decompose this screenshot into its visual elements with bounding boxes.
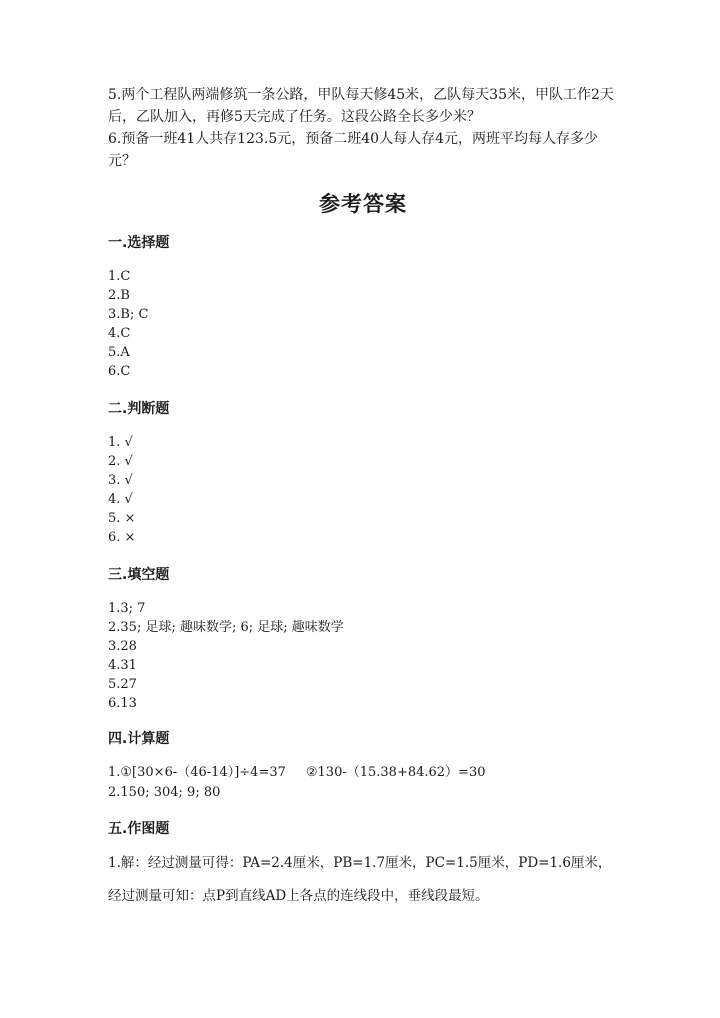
answer-item: 2.150; 304; 9; 80 xyxy=(108,785,221,800)
answer-item: 2.B xyxy=(108,288,130,303)
answer-list-choice xyxy=(108,267,618,381)
draw-answer-paragraph-2: 经过测量可知：点P到直线AD上各点的连线段中，垂线段最短。 xyxy=(108,888,489,904)
section-heading-judge: 二.判断题 xyxy=(108,401,170,417)
answer-item xyxy=(108,763,618,783)
question-6: 6.预备一班41人共存123.5元，预备二班40人每人存4元，两班平均每人存多少元？ xyxy=(108,131,598,169)
document-page xyxy=(108,84,618,907)
answer-item: 3.28 xyxy=(108,639,137,654)
section-heading-draw: 五.作图题 xyxy=(108,821,170,837)
section-choice xyxy=(108,233,618,381)
answer-item: 4.C xyxy=(108,326,131,341)
section-heading-calc: 四.计算题 xyxy=(108,731,170,747)
answer-item: 6. × xyxy=(108,530,136,545)
question-5: 5.两个工程队两端修筑一条公路，甲队每天修45米，乙队每天35米，甲队工作2天后，乙队加入，再修5天完成了任务。这段公路全长多少米？ xyxy=(108,87,614,125)
answer-list-fill xyxy=(108,599,618,713)
section-heading-choice: 一.选择题 xyxy=(108,235,170,251)
answer-title: 参考答案 xyxy=(319,192,407,216)
answer-item: 5.27 xyxy=(108,677,137,692)
section-fill xyxy=(108,565,618,713)
answer-item: 1.C xyxy=(108,269,131,284)
answer-item: 6.C xyxy=(108,364,131,379)
answer-item: 1.3; 7 xyxy=(108,601,146,616)
section-heading-fill: 三.填空题 xyxy=(108,567,170,583)
answer-list-calc xyxy=(108,763,618,803)
answer-list-judge xyxy=(108,433,618,547)
answer-item: 4. √ xyxy=(108,492,133,507)
answer-item: 4.31 xyxy=(108,658,137,673)
section-draw xyxy=(108,819,618,907)
answer-item: 3.B; C xyxy=(108,307,149,322)
answer-item: 5.A xyxy=(108,345,130,360)
calc-answer-1a: 1.①[30×6-（46-14）]÷4=37 xyxy=(108,765,286,780)
answer-item: 5. × xyxy=(108,511,136,526)
answer-item: 2.35; 足球; 趣味数学; 6; 足球; 趣味数学 xyxy=(108,620,344,635)
calc-answer-1b: ②130-（15.38+84.62）=30 xyxy=(305,765,486,780)
answer-item: 2. √ xyxy=(108,454,133,469)
answer-item: 1. √ xyxy=(108,435,133,450)
section-calc xyxy=(108,729,618,803)
answer-item: 3. √ xyxy=(108,473,133,488)
section-judge xyxy=(108,399,618,547)
answer-item: 6.13 xyxy=(108,696,137,711)
draw-answer-paragraph-1: 1.解：经过测量可得：PA=2.4厘米，PB=1.7厘米，PC=1.5厘米，PD=1.6厘米， xyxy=(108,855,612,871)
